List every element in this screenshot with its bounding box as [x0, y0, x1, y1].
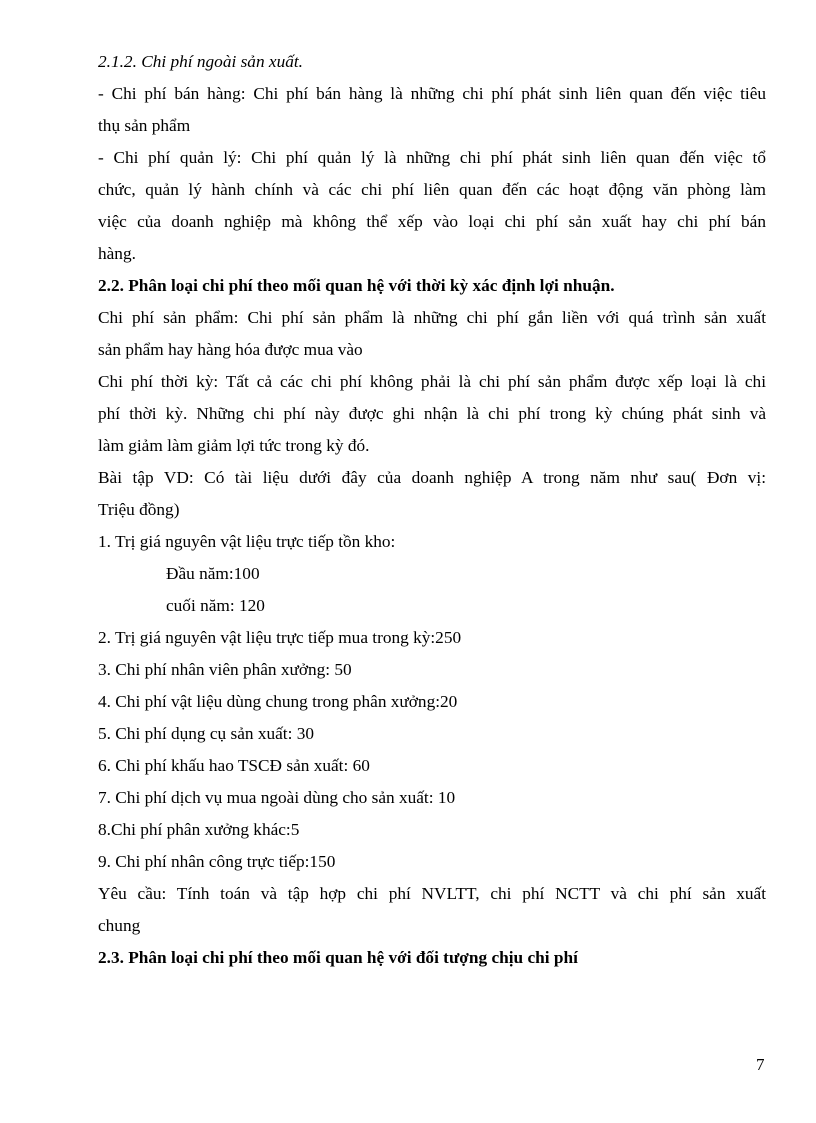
- document-body: [98, 46, 766, 974]
- exercise-item: 8.Chi phí phân xưởng khác:5: [98, 820, 300, 839]
- admin-cost-line-3: việc của doanh nghiệp mà không thể xếp vào loại chi phí sản xuất hay chi phí bán: [98, 212, 766, 231]
- requirement-line-2: chung: [98, 916, 141, 935]
- selling-cost-line-2: thụ sản phẩm: [98, 116, 191, 135]
- requirement-line-1: Yêu cầu: Tính toán và tập hợp chi phí NVLTT, chi phí NCTT và chi phí sản xuất: [98, 884, 766, 903]
- product-cost-line-1: Chi phí sản phẩm: Chi phí sản phẩm là những chi phí gắn liền với quá trình sản xuất: [98, 308, 766, 327]
- exercise-item: 6. Chi phí khấu hao TSCĐ sản xuất: 60: [98, 756, 370, 775]
- selling-cost-line-1: - Chi phí bán hàng: Chi phí bán hàng là những chi phí phát sinh liên quan đến việc tiêu: [98, 84, 766, 103]
- exercise-item: 9. Chi phí nhân công trực tiếp:150: [98, 852, 336, 871]
- section-2-1-2-heading: 2.1.2. Chi phí ngoài sản xuất.: [98, 52, 303, 71]
- exercise-item-1-end: cuối năm: 120: [166, 596, 265, 615]
- exercise-item: 3. Chi phí nhân viên phân xưởng: 50: [98, 660, 352, 679]
- exercise-item: 2. Trị giá nguyên vật liệu trực tiếp mua trong kỳ:250: [98, 628, 462, 647]
- exercise-item: 7. Chi phí dịch vụ mua ngoài dùng cho sản xuất: 10: [98, 788, 456, 807]
- section-2-3-heading: 2.3. Phân loại chi phí theo mối quan hệ với đối tượng chịu chi phí: [98, 948, 578, 967]
- product-cost-line-2: sản phẩm hay hàng hóa được mua vào: [98, 340, 363, 359]
- period-cost-line-1: Chi phí thời kỳ: Tất cả các chi phí không phải là chi phí sản phẩm được xếp loại là chi: [98, 372, 766, 391]
- exercise-line-2: Triệu đồng): [98, 500, 180, 519]
- exercise-item: 5. Chi phí dụng cụ sản xuất: 30: [98, 724, 314, 743]
- admin-cost-line-2: chức, quản lý hành chính và các chi phí liên quan đến các hoạt động văn phòng làm: [98, 180, 766, 199]
- admin-cost-line-1: - Chi phí quản lý: Chi phí quản lý là những chi phí phát sinh liên quan đến việc tổ: [98, 148, 766, 167]
- page-number: 7: [756, 1055, 765, 1074]
- section-2-2-heading: 2.2. Phân loại chi phí theo mối quan hệ với thời kỳ xác định lợi nhuận.: [98, 276, 615, 295]
- period-cost-line-3: làm giảm làm giảm lợi tức trong kỳ đó.: [98, 436, 370, 455]
- exercise-item-1: 1. Trị giá nguyên vật liệu trực tiếp tồn kho:: [98, 532, 396, 551]
- exercise-item: 4. Chi phí vật liệu dùng chung trong phân xưởng:20: [98, 692, 458, 711]
- exercise-line-1: Bài tập VD: Có tài liệu dưới đây của doanh nghiệp A trong năm như sau( Đơn vị:: [98, 468, 766, 487]
- admin-cost-line-4: hàng.: [98, 244, 136, 263]
- period-cost-line-2: phí thời kỳ. Những chi phí này được ghi nhận là chi phí trong kỳ chúng phát sinh và: [98, 404, 766, 423]
- exercise-item-1-begin: Đầu năm:100: [166, 564, 260, 583]
